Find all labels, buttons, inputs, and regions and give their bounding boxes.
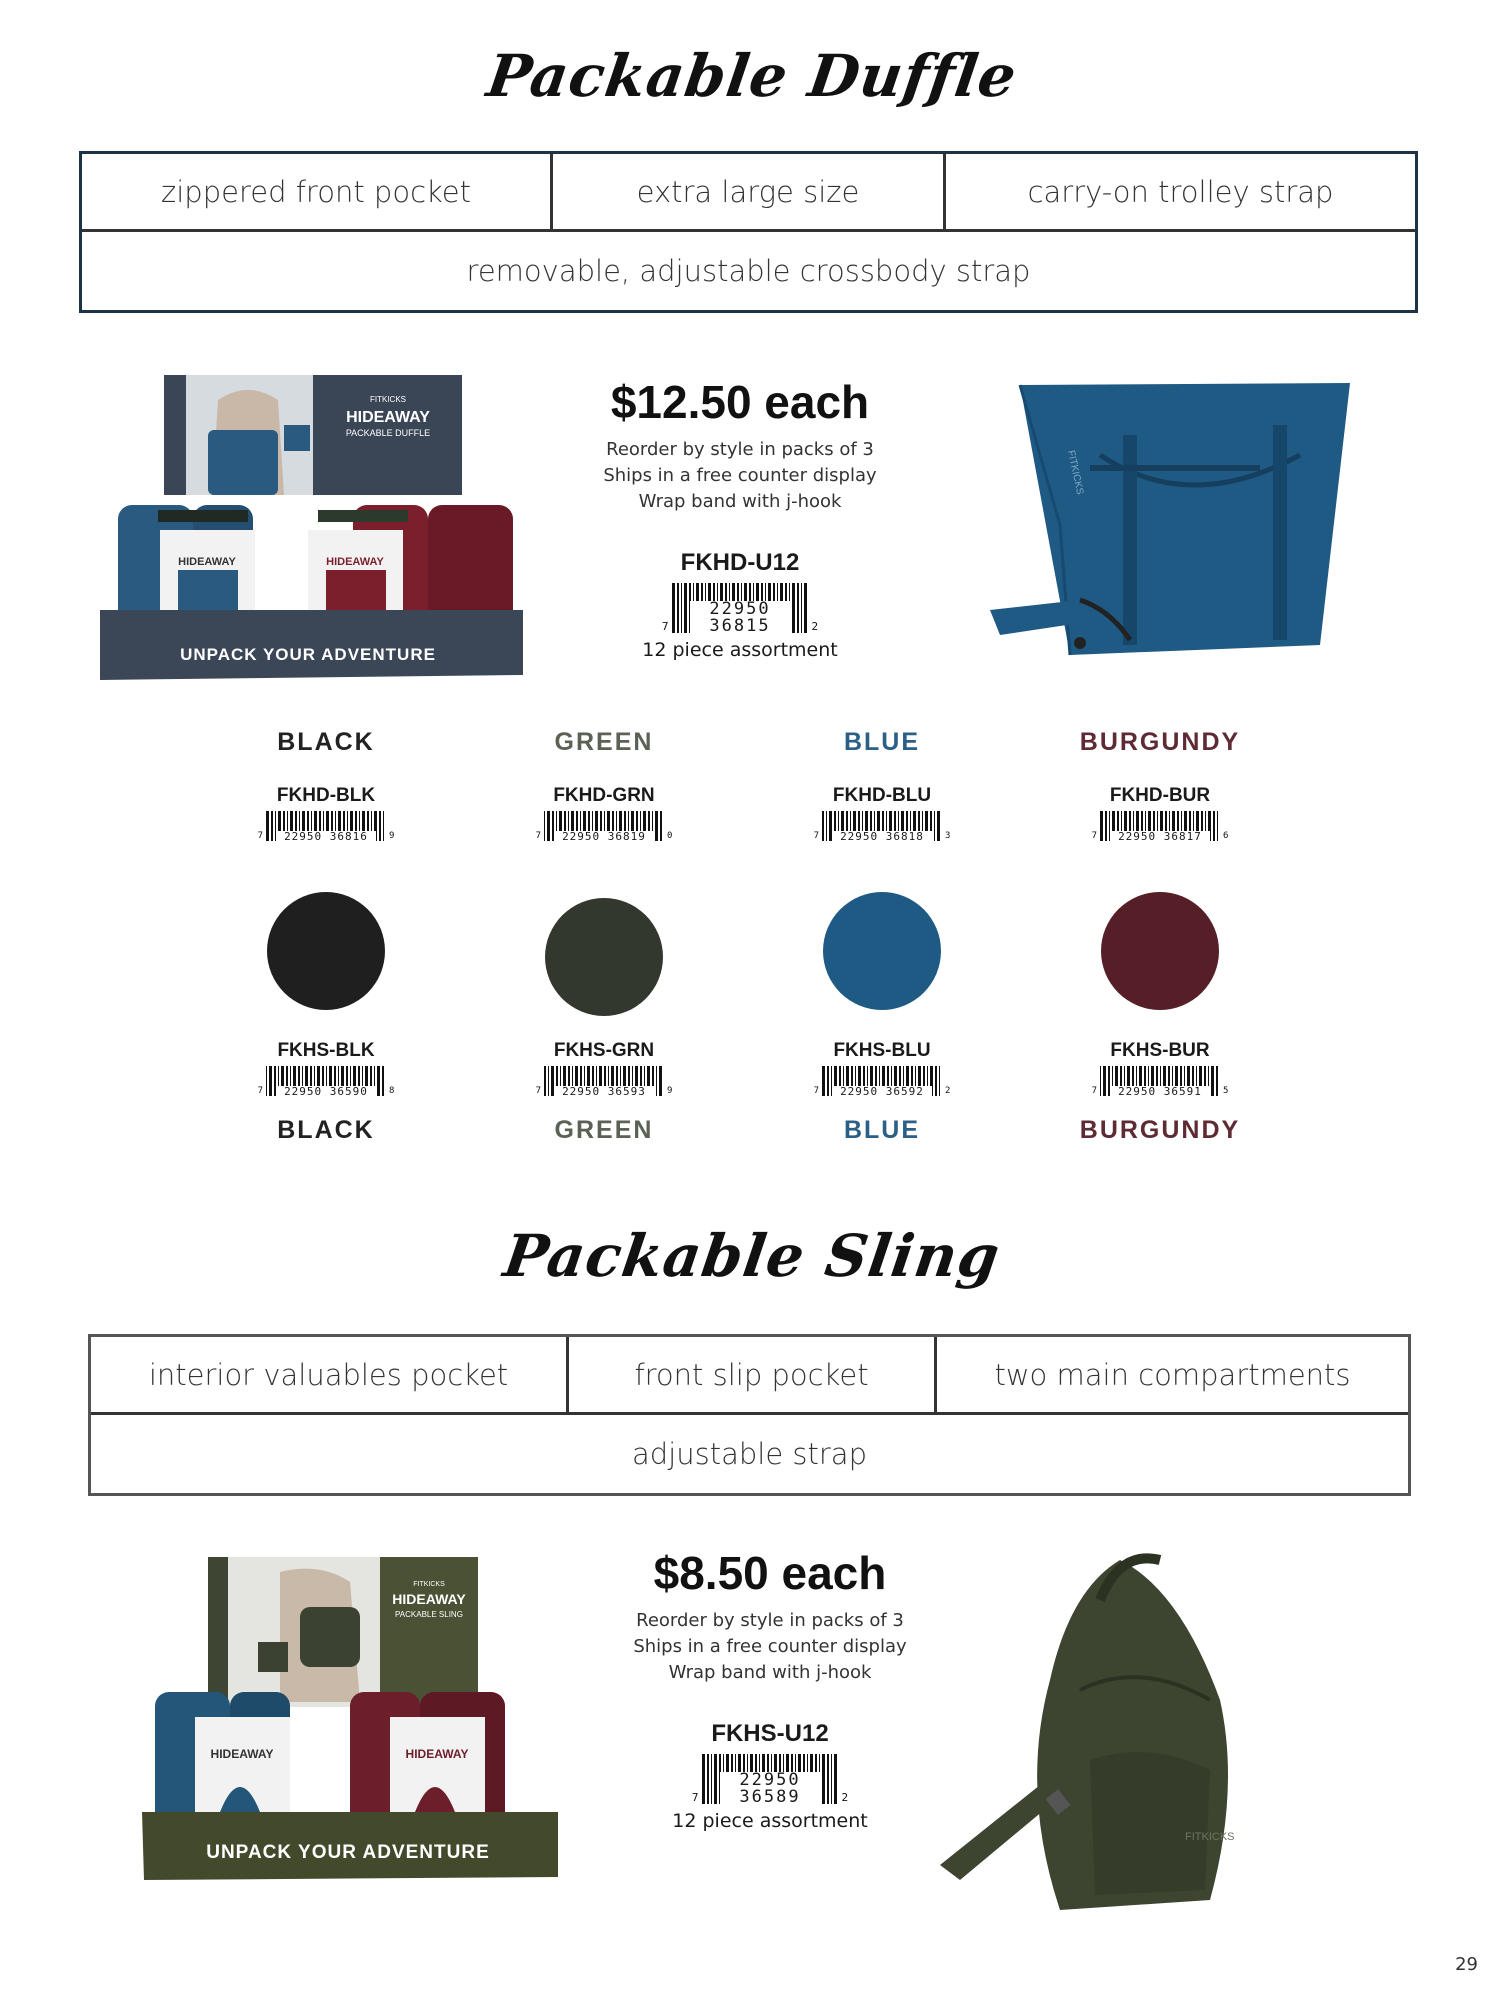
barcode-right-digit: 2 (841, 1791, 849, 1804)
barcode-bar (1211, 1066, 1214, 1096)
barcode-bar (1103, 1066, 1106, 1096)
barcode-bar (804, 583, 807, 633)
color-barcode (1050, 811, 1270, 841)
barcode-left-digit: 7 (257, 831, 263, 841)
duffle-assortment-barcode (560, 583, 920, 636)
barcode-bar (934, 811, 935, 841)
color-barcode (772, 811, 992, 841)
color-name: BLUE (843, 728, 921, 756)
barcode-bar (660, 811, 662, 841)
barcode-bar (1216, 1066, 1218, 1096)
detail-line: Wrap band with j-hook (638, 491, 842, 512)
duffle-price-block (560, 375, 920, 661)
color-barcode (216, 811, 436, 841)
barcode-left-digit: 7 (661, 620, 669, 633)
barcode-bar (547, 811, 550, 841)
barcode-bar (672, 583, 675, 633)
color-sku: FKHD-BUR (1109, 785, 1211, 806)
duffle-features-table (79, 151, 1418, 313)
color-name: BURGUNDY (1079, 1116, 1241, 1144)
barcode-bar (1100, 811, 1103, 841)
sling-features-table (88, 1334, 1411, 1496)
color-black (216, 728, 436, 841)
box-brand-text: FITKICKS (369, 395, 407, 404)
svg-text:HIDEAWAY: HIDEAWAY (405, 1747, 469, 1761)
barcode-right-digit: 0 (667, 831, 673, 841)
color-name: GREEN (554, 728, 654, 756)
box-sub-text: PACKABLE DUFFLE (345, 428, 431, 438)
barcode-right-digit: 3 (945, 831, 951, 841)
barcode-left-digit: 7 (257, 1086, 263, 1096)
box-name-text: HIDEAWAY (346, 409, 430, 426)
barcode-bar (939, 1066, 940, 1096)
sling-assortment-label: 12 piece assortment (672, 1810, 868, 1832)
sling-price: $8.50 each (653, 1547, 887, 1599)
barcode-bar (681, 583, 682, 633)
barcode-bar (379, 811, 381, 841)
box-name-text: HIDEAWAY (392, 1591, 466, 1607)
swatch-black (267, 892, 385, 1010)
feature-cell: adjustable strap (632, 1437, 867, 1471)
barcode-right-digit: 5 (1223, 1086, 1229, 1096)
color-sku: FKHD-GRN (553, 785, 655, 806)
color-blue (772, 728, 992, 841)
barcode-bar (269, 1066, 272, 1096)
box-brand-text: FITKICKS (413, 1581, 445, 1588)
barcode-bar (266, 1066, 267, 1096)
barcode-bar (1105, 811, 1107, 841)
duffle-bag-photo (980, 375, 1360, 695)
barcode-bar (677, 583, 679, 633)
swatch-blue (823, 892, 941, 1010)
color-sku: FKHS-BLU (833, 1040, 931, 1061)
color-barcode (216, 1066, 436, 1096)
barcode-left-digit: 7 (535, 1086, 541, 1096)
barcode-bar (935, 1066, 937, 1096)
barcode-right-digit: 8 (389, 1086, 395, 1096)
svg-text:HIDEAWAY: HIDEAWAY (178, 556, 236, 568)
barcode-number: 22950 36815 (690, 601, 791, 635)
barcode-bar (702, 1754, 705, 1804)
barcode-number: 22950 36591 (1110, 1086, 1210, 1098)
barcode-bar (377, 1066, 380, 1096)
barcode-bar (822, 1066, 825, 1096)
barcode-bar (831, 1754, 832, 1804)
barcode-bar (266, 811, 269, 841)
barcode-number: 22950 36818 (832, 831, 932, 843)
barcode-bar (834, 1754, 837, 1804)
duffle-assortment-sku: FKHD-U12 (680, 549, 800, 576)
barcode-bar (827, 1754, 829, 1804)
swatch-green (545, 898, 663, 1016)
feature-cell: front slip pocket (569, 1337, 937, 1415)
sling-title: Packable Sling (499, 1222, 1005, 1290)
barcode-bar (655, 811, 658, 841)
sling-assortment-barcode (590, 1754, 950, 1807)
color-barcode (772, 1066, 992, 1096)
barcode-number: 22950 36592 (832, 1086, 932, 1098)
feature-cell: removable, adjustable crossbody strap (466, 254, 1031, 288)
display-banner-text: UNPACK YOUR ADVENTURE (206, 1842, 490, 1863)
barcode-bar (822, 1754, 825, 1804)
display-banner-text: UNPACK YOUR ADVENTURE (180, 645, 436, 664)
color-barcode (494, 811, 714, 841)
duffle-title: Packable Duffle (482, 42, 1022, 110)
barcode-bar (707, 1754, 709, 1804)
barcode-bar (271, 811, 273, 841)
barcode-bar (684, 583, 687, 633)
sling-color-black (216, 1040, 436, 1145)
color-sku: FKHS-GRN (553, 1040, 655, 1061)
color-burgundy (1050, 728, 1270, 841)
barcode-bar (544, 1066, 546, 1096)
barcode-number: 22950 36819 (554, 831, 654, 843)
barcode-bar (801, 583, 802, 633)
detail-line: Wrap band with j-hook (668, 1662, 872, 1683)
detail-line: Reorder by style in packs of 3 (606, 439, 874, 460)
barcode-right-digit: 6 (1223, 831, 1229, 841)
color-sku: FKHS-BUR (1110, 1040, 1210, 1061)
barcode-right-digit: 9 (667, 1086, 673, 1096)
barcode-bar (827, 1066, 829, 1096)
barcode-number: 22950 36590 (276, 1086, 376, 1098)
feature-cell: two main compartments (937, 1337, 1408, 1415)
bag-brand-text: FITKICKS (1065, 449, 1086, 496)
feature-cell: interior valuables pocket (91, 1337, 569, 1415)
barcode-right-digit: 9 (389, 831, 395, 841)
barcode-bar (797, 583, 799, 633)
feature-cell: zippered front pocket (82, 154, 553, 232)
barcode-bar (544, 811, 545, 841)
barcode-left-digit: 7 (813, 1086, 819, 1096)
svg-text:HIDEAWAY: HIDEAWAY (210, 1747, 274, 1761)
barcode-bar (1100, 1066, 1101, 1096)
color-sku: FKHD-BLK (276, 785, 376, 806)
barcode-number: 22950 36593 (554, 1086, 654, 1098)
duffle-assortment-label: 12 piece assortment (642, 639, 838, 661)
color-name: BLUE (843, 1116, 921, 1144)
color-name: BLACK (277, 1116, 375, 1144)
barcode-right-digit: 2 (945, 1086, 951, 1096)
box-sub-text: PACKABLE SLING (395, 1610, 463, 1619)
duffle-price: $12.50 each (610, 376, 870, 428)
feature-cell: extra large size (553, 154, 946, 232)
bag-brand-text: FITKICKS (1185, 1831, 1235, 1843)
barcode-number: 22950 36816 (276, 831, 376, 843)
barcode-bar (382, 1066, 384, 1096)
sling-color-blue (772, 1040, 992, 1145)
barcode-left-digit: 7 (813, 831, 819, 841)
barcode-bar (1213, 811, 1215, 841)
color-green (494, 728, 714, 841)
swatch-burgundy (1101, 892, 1219, 1010)
barcode-bar (714, 1754, 717, 1804)
color-barcode (1050, 1066, 1270, 1096)
detail-line: Reorder by style in packs of 3 (636, 1610, 904, 1631)
barcode-bar (548, 1066, 549, 1096)
svg-text:HIDEAWAY: HIDEAWAY (326, 556, 384, 568)
barcode-left-digit: 7 (1091, 831, 1097, 841)
color-barcode (494, 1066, 714, 1096)
detail-line: Ships in a free counter display (633, 1636, 907, 1657)
barcode-bar (937, 811, 940, 841)
duffle-display-photo (98, 370, 530, 690)
barcode-bar (383, 811, 384, 841)
sling-assortment-sku: FKHS-U12 (711, 1720, 829, 1747)
barcode-bar (1217, 811, 1218, 841)
barcode-bar (659, 1066, 662, 1096)
barcode-number: 22950 36817 (1110, 831, 1210, 843)
barcode-bar (711, 1754, 712, 1804)
color-sku: FKHS-BLK (277, 1040, 375, 1061)
sling-bag-photo (940, 1540, 1280, 1940)
barcode-bar (826, 811, 827, 841)
barcode-bar (792, 583, 795, 633)
feature-cell: carry-on trolley strap (946, 154, 1415, 232)
sling-price-block (590, 1546, 950, 1832)
page-number: 29 (1455, 1954, 1478, 1975)
sling-color-green (494, 1040, 714, 1145)
detail-line: Ships in a free counter display (603, 465, 877, 486)
barcode-bar (822, 811, 824, 841)
color-name: GREEN (554, 1116, 654, 1144)
barcode-left-digit: 7 (691, 1791, 699, 1804)
barcode-right-digit: 2 (811, 620, 819, 633)
sling-color-burgundy (1050, 1040, 1270, 1145)
barcode-bar (656, 1066, 657, 1096)
color-name: BURGUNDY (1079, 728, 1241, 756)
sling-display-photo (140, 1552, 570, 1897)
barcode-number: 22950 36589 (720, 1772, 821, 1806)
color-name: BLACK (277, 728, 375, 756)
barcode-left-digit: 7 (1091, 1086, 1097, 1096)
color-sku: FKHD-BLU (832, 785, 932, 806)
barcode-left-digit: 7 (535, 831, 541, 841)
